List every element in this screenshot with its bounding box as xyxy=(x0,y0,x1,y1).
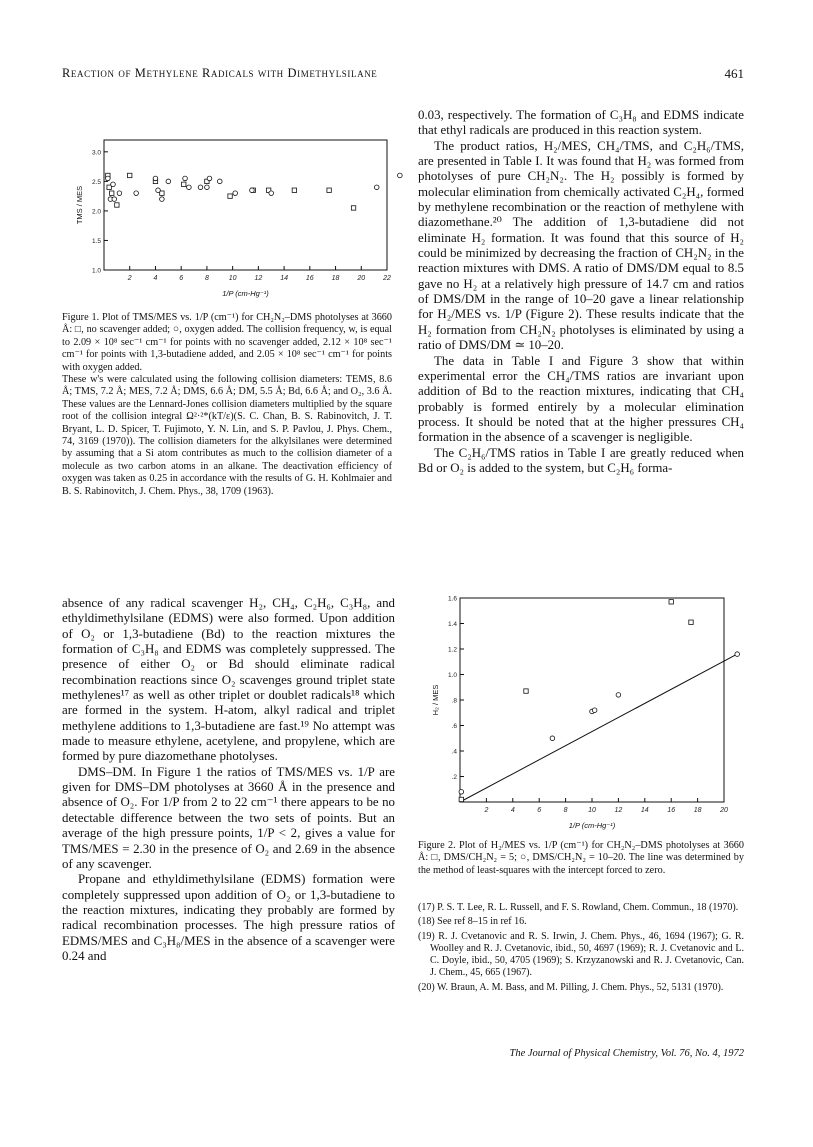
y-tick-label: .4 xyxy=(451,748,457,756)
x-tick-label: 6 xyxy=(179,275,184,282)
paragraph: DMS–DM. In Figure 1 the ratios of TMS/MES vs. 1/P are given for DMS–DM photolyses at 3660 Å in the presence and absence of O₂. For 1/P from 2 to 22 cm⁻¹ there appears to be no detectable difference between the two sets of points. But an average of the high pressure points, 1/P < 2, gives a value for TMS/MES = 2.30 in the presence of O₂ and 2.69 in the absence of any scavenger. xyxy=(62,764,395,871)
x-tick-label: 18 xyxy=(331,275,340,282)
data-point-circle xyxy=(106,176,111,181)
x-tick-label: 4 xyxy=(510,807,515,814)
data-point-circle xyxy=(616,693,621,698)
data-point-square xyxy=(351,206,355,210)
x-tick-label: 12 xyxy=(254,275,263,282)
running-title: Reaction of Methylene Radicals with Dimethylsilane xyxy=(62,66,378,80)
data-point-square xyxy=(107,185,111,189)
data-point-square xyxy=(128,173,132,177)
data-point-circle xyxy=(459,790,464,795)
y-tick-label: 1.2 xyxy=(447,646,457,654)
data-point-circle xyxy=(166,179,171,184)
data-point-circle xyxy=(592,708,597,713)
paragraph: 0.03, respectively. The formation of C₃H₈ and EDMS indicate that ethyl radicals are produced in this reaction system. xyxy=(418,108,744,138)
data-point-square xyxy=(110,191,114,195)
paragraph: The product ratios, H₂/MES, CH₄/TMS, and C₂H₆/TMS, are presented in Table I. It was found that H₂ was formed from photolyses of pure CH₂N₂. The H₂ possibly is formed by molecular elimination from chemically activated C₂H₄, formed by methylene recombination or the reaction of methylene with diazomethane.²⁰ The addition of 1,3-butadiene did not eliminate H₂ formation. It was found that this source of H₂ could be minimized by decreasing the fraction of CH₂N₂ in the reaction mixtures with DMS. A ratio of DMS/DM equal to 8.5 gave no H₂ at a relatively high pressure of 14.7 cm and ratios of DMS/DM in the range of 10–20 gave a linear relationship for H₂/MES vs. 1/P (Figure 2). These results indicate that the H₂ formation from CH₂N₂ photolyses is eliminated by using a ratio of DMS/DM ≃ 10–20. xyxy=(418,138,744,353)
y-tick-label: .8 xyxy=(451,697,457,705)
figure-1-plot xyxy=(62,130,407,310)
data-point-circle xyxy=(269,191,274,196)
data-point-circle xyxy=(198,185,203,190)
data-point-circle xyxy=(187,185,192,190)
data-point-square xyxy=(327,188,331,192)
y-tick-label: 1.0 xyxy=(91,267,101,275)
x-tick-label: 22 xyxy=(383,275,391,282)
x-tick-label: 14 xyxy=(280,275,288,282)
x-tick-label: 20 xyxy=(357,275,366,282)
data-point-square xyxy=(115,203,119,207)
x-tick-label: 18 xyxy=(693,807,702,814)
figure-1 xyxy=(62,130,407,310)
plot-frame xyxy=(460,598,724,802)
data-point-square xyxy=(524,689,528,693)
data-point-square xyxy=(689,620,693,624)
data-point-square xyxy=(459,797,463,801)
y-tick-label: 2.0 xyxy=(91,208,101,216)
data-point-circle xyxy=(112,197,117,202)
data-point-circle xyxy=(205,185,210,190)
left-column-text xyxy=(62,596,395,964)
fit-line xyxy=(460,654,737,802)
x-tick-label: 10 xyxy=(588,807,596,814)
figure-1-caption xyxy=(62,312,392,498)
y-tick-label: 1.6 xyxy=(447,595,457,603)
data-point-circle xyxy=(111,182,116,187)
figure-1-caption-part2: These w's were calculated using the following collision diameters: TEMS, 8.6 Å; TMS, 7.2 Å; MES, 7.2 Å; DMS, 6.6 Å; DM, 5.5 Å; Bd, 6.6 Å; and O₂, 3.6 Å. These values are the Lennard-Jones collision diameters multiplied by the square root of the collision integral Ω²·²*(kT/ε)(S. C. Chan, B. S. Rabinovitch, J. T. Bryant, L. D. Spicer, T. Fujimoto, Y. N. Lin, and S. P. Pavlou, J. Phys. Chem., 74, 3169 (1970)). The collision diameters for the alkylsilanes were determined by assuming that a Si atom contributes as much to the collision diameter of a molecule as two carbon atoms in an alkane. The deactivation efficiency of oxygen was taken as 0.25 in accordance with the results of G. H. Kohlmaier and B. S. Rabinovitch, J. Chem. Phys., 38, 1709 (1963). xyxy=(62,374,392,497)
data-point-circle xyxy=(398,173,403,178)
x-tick-label: 4 xyxy=(153,275,158,282)
data-point-circle xyxy=(207,176,212,181)
reference-item: (18) See ref 8–15 in ref 16. xyxy=(418,916,527,928)
data-point-circle xyxy=(183,176,188,181)
x-tick-label: 6 xyxy=(537,807,542,814)
reference-item: (19) R. J. Cvetanovic and R. S. Irwin, J. Chem. Phys., 46, 1694 (1967); G. R. Woolley and R. J. Cvetanovic, ibid., 50, 4697 (1969); R. J. Cvetanovic and L. C. Doyle, ibid., 50, 4705 (1969); S. Krzyzanowski and R. J. Cvetanovic, Can. J. Chem., 45, 665 (1967). xyxy=(418,930,744,979)
y-tick-label: 1.0 xyxy=(447,672,457,679)
plot-frame xyxy=(104,140,387,270)
data-point-circle xyxy=(374,185,379,190)
x-tick-label: 16 xyxy=(667,807,676,814)
y-tick-label: .2 xyxy=(451,774,457,781)
data-point-square xyxy=(160,191,164,195)
data-point-circle xyxy=(134,191,139,196)
data-point-circle xyxy=(156,188,161,193)
figure-2-caption xyxy=(418,840,744,877)
page-number: 461 xyxy=(724,66,744,81)
data-point-circle xyxy=(550,736,555,741)
paragraph: Propane and ethyldimethylsilane (EDMS) formation were completely suppressed upon addition of O₂ or 1,3-butadiene to the reaction mixtures, indicating they probably are formed by radical recombination processes. The high pressure ratios of EDMS/MES and C₃H₈/MES in the absence of a scavenger were 0.24 and xyxy=(62,872,395,963)
x-tick-label: 16 xyxy=(305,275,314,282)
y-axis-label: H₂ / MES xyxy=(431,684,440,716)
y-axis-label: TMS / MES xyxy=(75,185,84,225)
journal-footer: The Journal of Physical Chemistry, Vol. 76, No. 4, 1972 xyxy=(509,1048,744,1059)
x-axis-label: 1/P (cm-Hg⁻¹) xyxy=(568,821,616,830)
x-tick-label: 2 xyxy=(127,275,132,282)
y-tick-label: .6 xyxy=(451,723,457,730)
page-header xyxy=(62,66,744,84)
data-point-square xyxy=(182,182,186,186)
data-point-circle xyxy=(217,179,222,184)
x-tick-label: 10 xyxy=(228,275,237,282)
y-tick-label: 2.5 xyxy=(91,178,101,186)
data-point-square xyxy=(669,600,673,604)
references xyxy=(418,902,744,996)
right-column-text xyxy=(418,108,744,476)
data-point-square xyxy=(292,188,296,192)
x-tick-label: 2 xyxy=(484,807,489,814)
figure-2-plot xyxy=(418,588,744,836)
figure-2 xyxy=(418,588,744,836)
x-tick-label: 20 xyxy=(720,807,728,814)
figure-2-caption-text: Figure 2. Plot of H₂/MES vs. 1/P (cm⁻¹) for CH₂N₂–DMS photolyses at 3660 Å: □, DMS/CH₂N₂ = 5; ○, DMS/CH₂N₂ = 10–20. The line was determined by the method of least-squares with the intercept forced to zero. xyxy=(418,840,744,876)
paragraph: The data in Table I and Figure 3 show that within experimental error the CH₄/TMS ratios are invariant upon addition of Bd to the reaction mixtures, indicating that CH₄ probably is formed entirely by a molecular elimination process. It should be noted that at the higher pressures CH₄ formation in the absence of a scavenger is negligible. xyxy=(418,353,744,445)
reference-item: (17) P. S. T. Lee, R. L. Russell, and F. S. Rowland, Chem. Commun., 18 (1970). xyxy=(418,902,739,913)
figure-1-caption-part1: Figure 1. Plot of TMS/MES vs. 1/P (cm⁻¹) for CH₂N₂–DMS photolyses at 3660 Å: □, no scavenger added; ○, oxygen added. The collision frequency, w, is equal to 2.09 × 10⁸ sec⁻¹ cm⁻¹ for points with no scavenger added, 2.12 × 10⁸ sec⁻¹ cm⁻¹ for points with 1,3-butadiene added, and 2.05 × 10⁸ sec⁻¹ cm⁻¹ for points with oxygen added. xyxy=(62,312,392,373)
reference-item: (20) W. Braun, A. M. Bass, and M. Pilling, J. Chem. Phys., 52, 5131 (1970). xyxy=(418,981,724,993)
y-tick-label: 1.5 xyxy=(91,237,101,245)
x-tick-label: 14 xyxy=(640,807,649,814)
data-point-circle xyxy=(160,197,165,202)
y-tick-label: 3.0 xyxy=(91,149,101,157)
x-tick-label: 8 xyxy=(204,275,209,282)
data-point-circle xyxy=(250,188,255,193)
data-point-square xyxy=(228,194,232,198)
y-tick-label: 1.4 xyxy=(447,621,457,628)
data-point-circle xyxy=(735,652,740,657)
x-tick-label: 12 xyxy=(614,807,623,814)
x-tick-label: 8 xyxy=(563,807,568,814)
paragraph: absence of any radical scavenger H₂, CH₄, C₂H₆, C₃H₈, and ethyldimethylsilane (EDMS) were also formed. Upon addition of O₂ or 1,3-butadiene (Bd) to the reaction mixtures the formation of C₃H₈ and EDMS was completely suppressed. The presence of either O₂ or Bd should eliminate radical recombination reactions since O₂ scavenges ground triplet state methylenes¹⁷ as well as other triplet or doublet radicals¹⁸ which are formed in the system. H-atom, alkyl radical and triplet methylene additions to 1,3-butadiene are fast.¹⁹ No attempt was made to measure ethylene, acetylene, and propylene, which are formed by pure diazomethane photolyses. xyxy=(62,596,395,764)
x-axis-label: 1/P (cm-Hg⁻¹) xyxy=(222,289,269,298)
data-point-circle xyxy=(117,191,122,196)
data-point-circle xyxy=(153,176,158,181)
paragraph: The C₂H₆/TMS ratios in Table I are greatly reduced when Bd or O₂ is added to the system, but C₂H₆ forma- xyxy=(418,445,744,475)
data-point-circle xyxy=(233,191,238,196)
